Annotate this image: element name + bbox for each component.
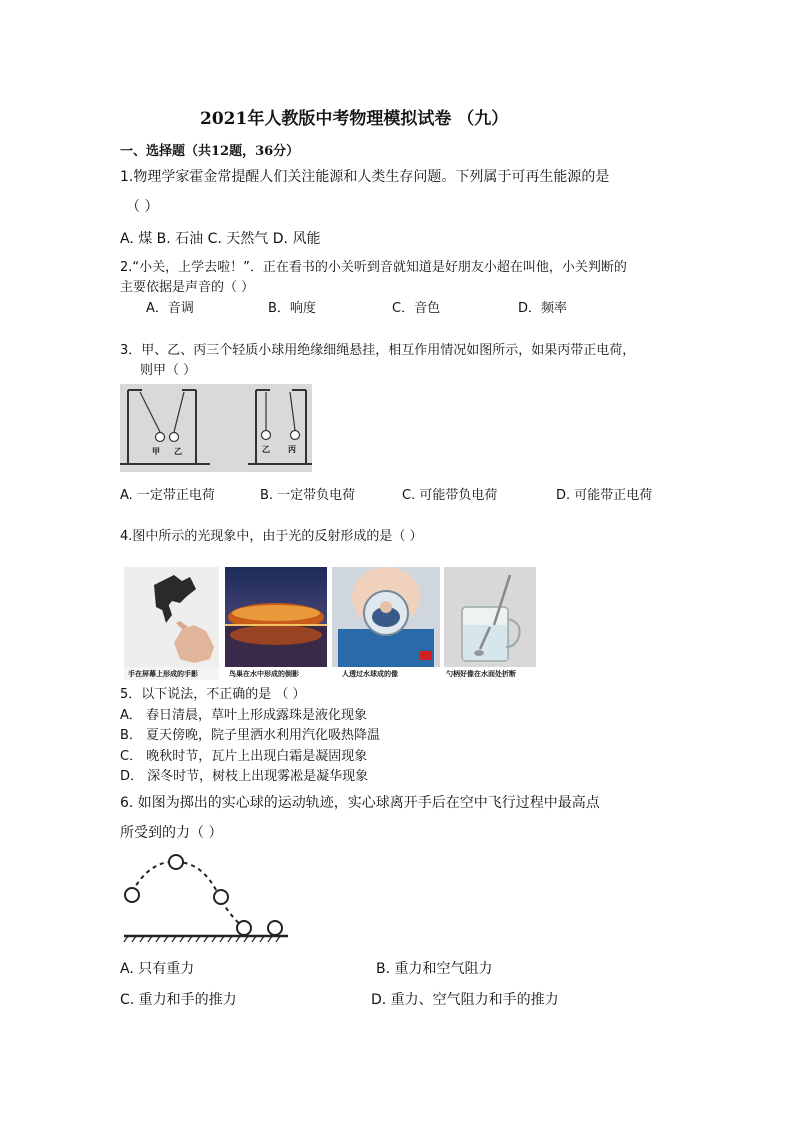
- q3-option-b: B. 一定带负电荷: [260, 488, 356, 503]
- charged-balls-figure: [120, 384, 312, 472]
- q6-option-d: D. 重力、空气阻力和手的推力: [371, 992, 559, 1008]
- q3-option-a: A. 一定带正电荷: [120, 488, 215, 503]
- charged-balls-diagram: [120, 384, 312, 472]
- q1-options: A. 煤 B. 石油 C. 天然气 D. 风能: [120, 231, 321, 247]
- ball-label-bing: 丙: [288, 445, 296, 454]
- ball-label-yi-right: 乙: [262, 445, 270, 454]
- q2-option-d: D．频率: [518, 301, 568, 316]
- q4-line1: 4.图中所示的光现象中，由于光的反射形成的是（ ）: [120, 529, 423, 544]
- caption-spoon: 勺柄好像在水面处折断: [446, 670, 516, 678]
- q6-option-c: C. 重力和手的推力: [120, 992, 237, 1008]
- caption-hand-shadow: 手在屏幕上形成的手影: [128, 670, 198, 678]
- ball-trajectory-figure: [120, 850, 292, 944]
- q6-line1: 6. 如图为掷出的实心球的运动轨迹，实心球离开手后在空中飞行过程中最高点: [120, 795, 600, 811]
- q6-option-b: B. 重力和空气阻力: [376, 961, 493, 977]
- q5-option-b: B． 夏天傍晚，院子里洒水利用汽化吸热降温: [120, 728, 381, 743]
- q5-option-c: C． 晚秋时节，瓦片上出现白霜是凝固现象: [120, 749, 368, 764]
- ball-label-yi-left: 乙: [174, 447, 182, 456]
- q1-line1: 1.物理学家霍金常提醒人们关注能源和人类生存问题。下列属于可再生能源的是: [120, 169, 610, 185]
- trajectory-diagram: [120, 850, 292, 944]
- q3-option-d: D. 可能带正电荷: [556, 488, 653, 503]
- q5-option-a: A． 春日清晨，草叶上形成露珠是液化现象: [120, 708, 368, 723]
- q2-option-a: A．音调: [146, 301, 194, 316]
- q6-option-a: A. 只有重力: [120, 961, 195, 977]
- q3-line1: 3．甲、乙、丙三个轻质小球用绝缘细绳悬挂，相互作用情况如图所示，如果丙带正电荷，: [120, 343, 636, 358]
- q6-line2: 所受到的力（ ）: [120, 825, 223, 841]
- caption-birds-nest: 鸟巢在水中形成的倒影: [229, 670, 299, 678]
- q2-option-c: C．音色: [392, 301, 441, 316]
- ball-label-jia: 甲: [152, 447, 160, 456]
- section-heading: 一、选择题（共12题，36分）: [120, 144, 300, 159]
- q5-option-d: D． 深冬时节，树枝上出现雾凇是凝华现象: [120, 769, 369, 784]
- page-title: 2021年人教版中考物理模拟试卷 （九）: [200, 109, 509, 129]
- q2-option-b: B．响度: [268, 301, 316, 316]
- q3-line2: 则甲（ ）: [140, 363, 197, 378]
- q2-line1: 2.“小关，上学去啦！”．正在看书的小关听到音就知道是好朋友小超在叫他，小关判断的: [120, 260, 627, 275]
- spoon-water-photo: [444, 567, 536, 680]
- caption-water-ball: 人透过水球成的像: [342, 670, 398, 678]
- q2-line2: 主要依据是声音的（ ）: [120, 280, 255, 295]
- birds-nest-photo: [225, 567, 327, 680]
- hand-shadow-photo: [124, 567, 219, 680]
- q5-line1: 5．以下说法，不正确的是 （ ）: [120, 687, 306, 702]
- q1-line2: （ ）: [126, 199, 159, 215]
- water-ball-photo: [332, 567, 440, 680]
- q3-option-c: C. 可能带负电荷: [402, 488, 498, 503]
